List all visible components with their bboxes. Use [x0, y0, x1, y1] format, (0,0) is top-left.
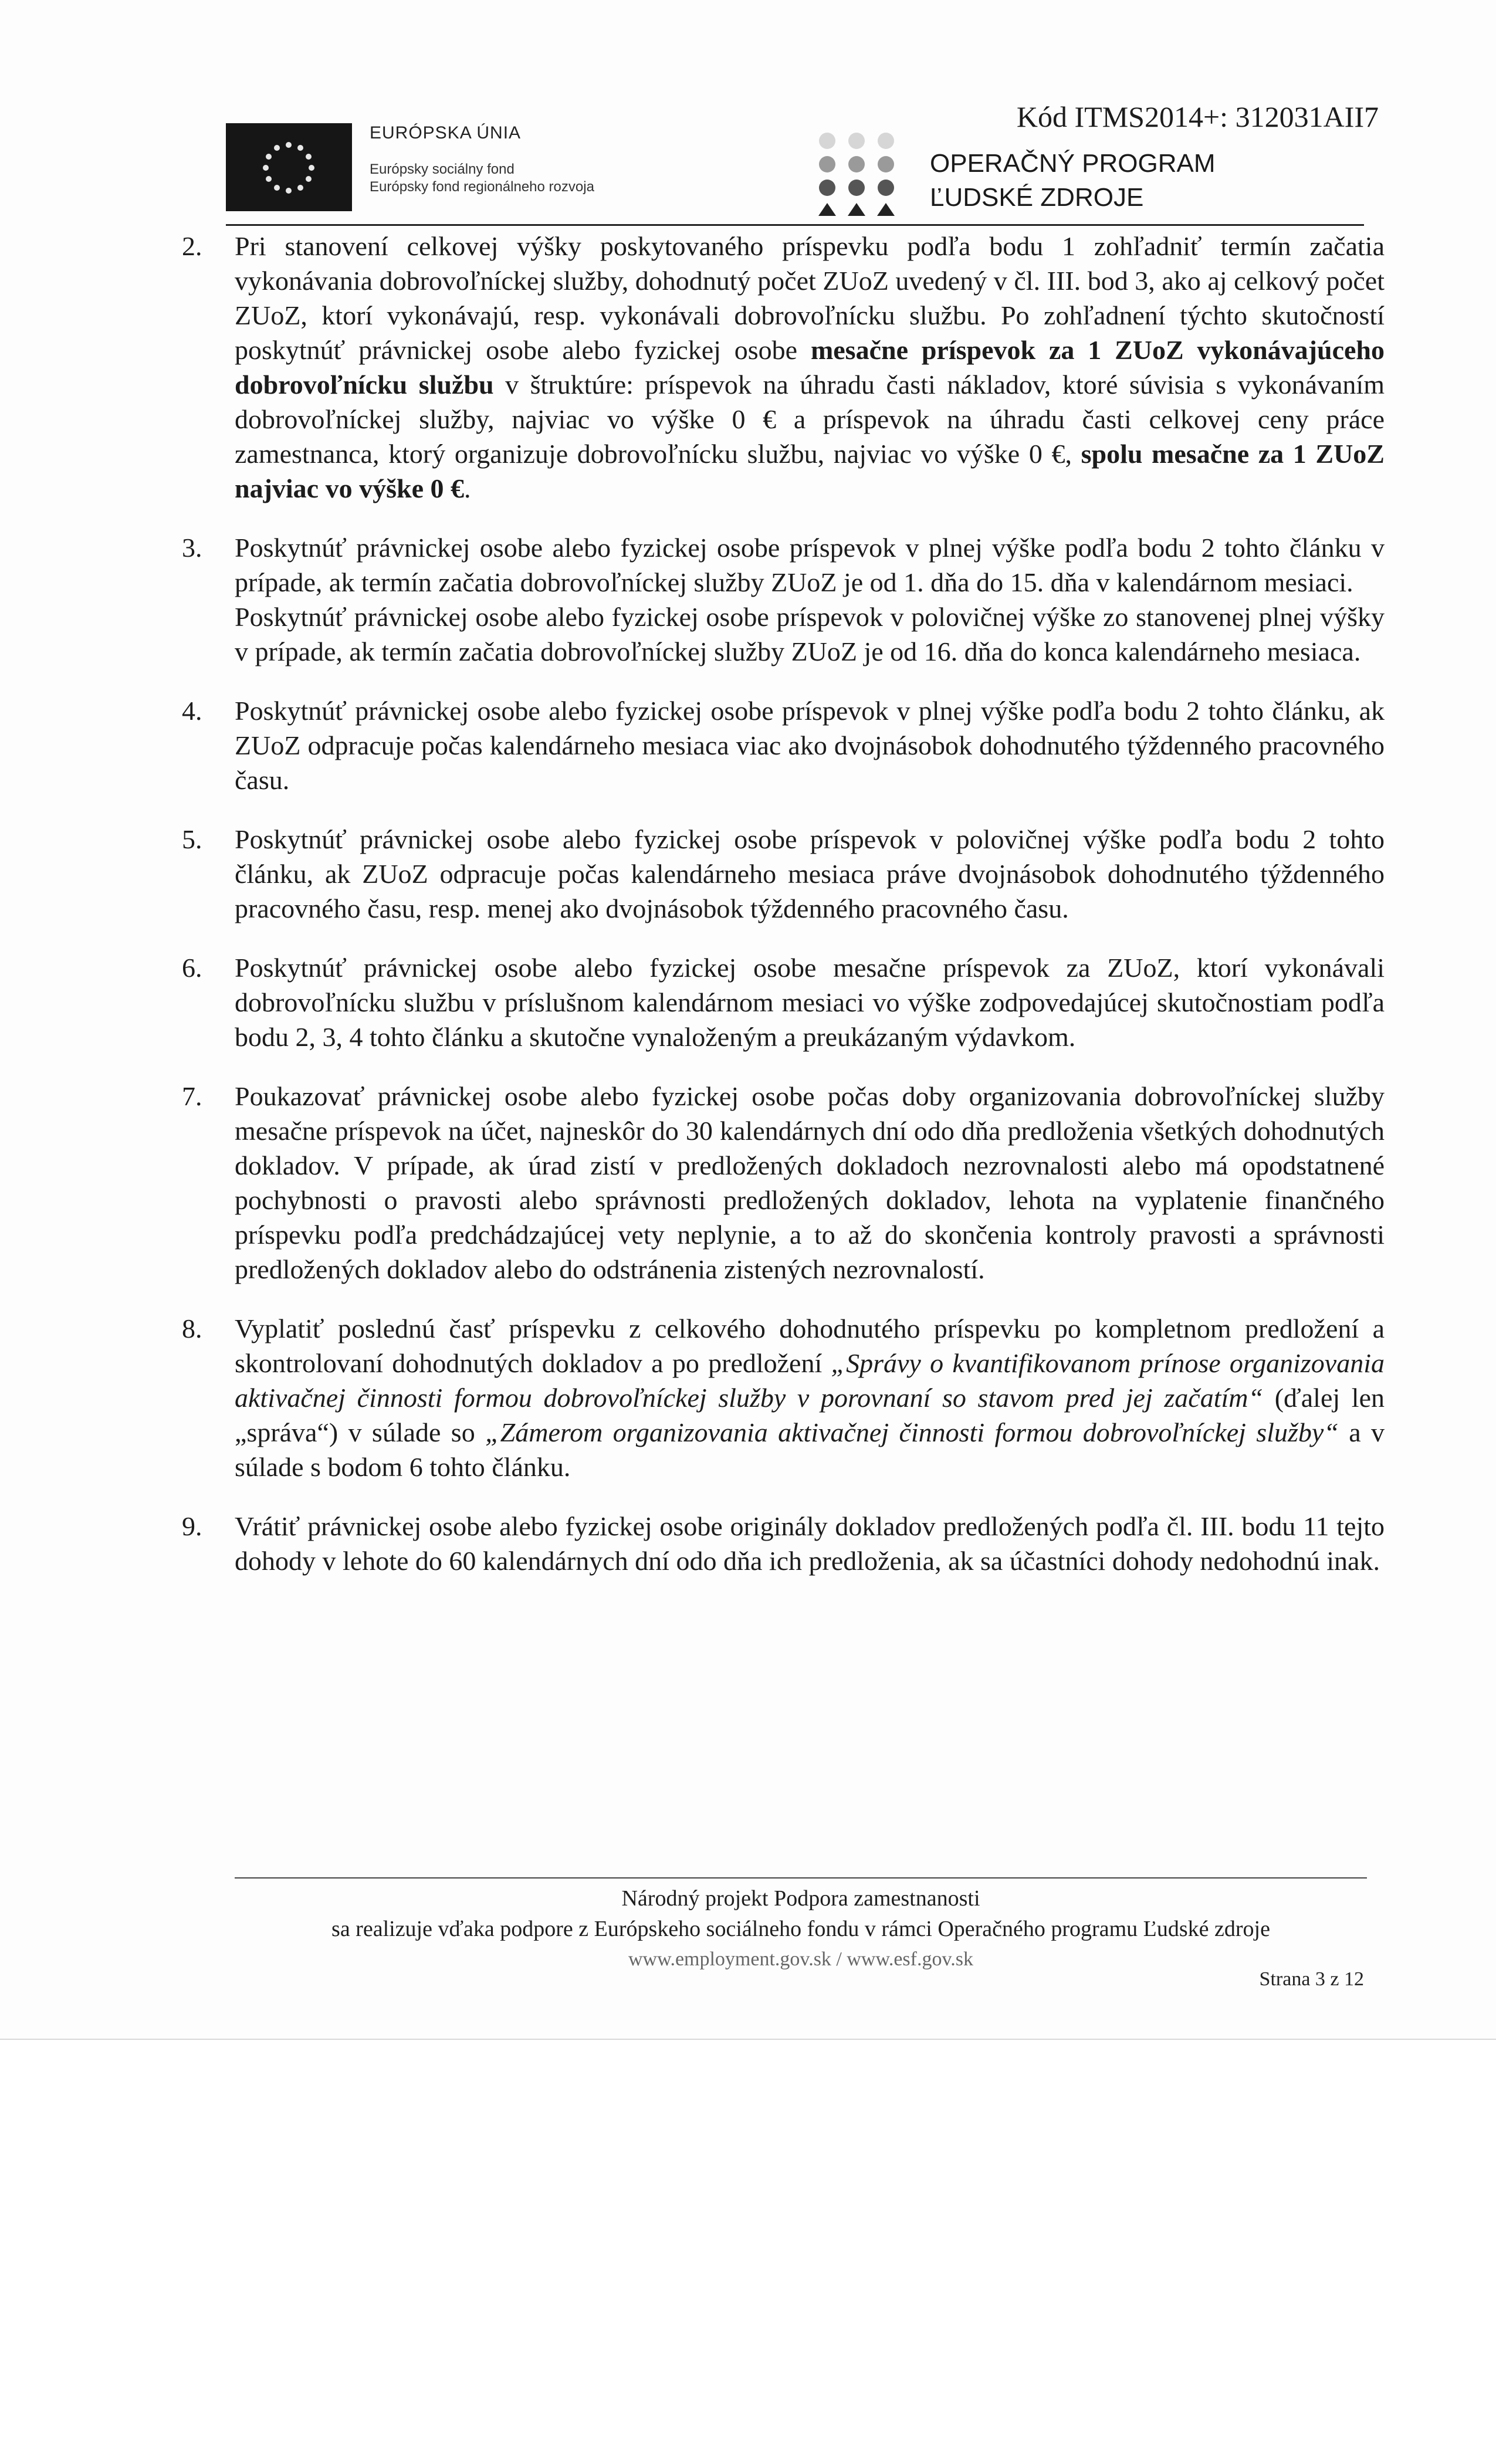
item-text: Poukazovať právnickej osobe alebo fyzickej osobe počas doby organizovania dobrovoľníckej služby mesačne príspevok na účet, najneskôr do 30 kalendárnych dní odo dňa predloženia všetkých dohodnutých dokladov. V prípade, ak úrad zistí v predložených dokladoch nezrovnalosti alebo má opodstatnené pochybnosti o pravosti alebo správnosti predložených dokladov, lehota na vyplatenie finančného príspevku podľa predchádzajúcej vety neplynie, a to až do skončenia kontroly pravosti a správnosti predložených dokladov alebo do odstránenia zistených nezrovnalostí.: [235, 1081, 1385, 1284]
item-text: Poskytnúť právnickej osobe alebo fyzickej osobe príspevok v polovičnej výške zo stanovenej plnej výšky v prípade, ak termín začatia dobrovoľníckej služby ZUoZ je od 16. dňa do konca kalendárneho mesiaca.: [235, 602, 1385, 666]
item-number: 5.: [182, 824, 202, 854]
footer-divider: [235, 1877, 1367, 1879]
item-text: Poskytnúť právnickej osobe alebo fyzickej osobe príspevok v plnej výške podľa bodu 2 tohto článku, ak ZUoZ odpracuje počas kalendárneho mesiaca viac ako dvojnásobok dohodnutého týždenného pracovného času.: [235, 696, 1385, 795]
item-text-segment: (ďalej len „správa“) v súlade so: [235, 1383, 1385, 1447]
list-item: [182, 950, 1385, 1054]
item-text: Poskytnúť právnickej osobe alebo fyzickej osobe mesačne príspevok za ZUoZ, ktorí vykonávali dobrovoľnícku službu v príslušnom kalendárnom mesiaci vo výške zodpovedajúcej skutočnostiam podľa bodu 2, 3, 4 tohto článku a skutočne vynaloženým a preukázaným výdavkom.: [235, 953, 1385, 1052]
item-italic-segment: „Zámerom organizovania aktivačnej činnosti formou dobrovoľníckej služby“: [485, 1417, 1339, 1447]
page-footer: [194, 1883, 1408, 1975]
list-item: [182, 530, 1385, 669]
item-text: Vrátiť právnickej osobe alebo fyzickej osobe originály dokladov predložených podľa čl. III. bodu 11 tejto dohody v lehote do 60 kalendárnych dní odo dňa ich predloženia, ak sa účastníci dohody nedohodnú inak.: [235, 1511, 1385, 1576]
footer-links: www.employment.gov.sk / www.esf.gov.sk: [628, 1948, 973, 1970]
item-text-segment: .: [464, 473, 471, 503]
item-text-segment: Vyplatiť poslednú časť príspevku z celkového dohodnutého príspevku po kompletnom predložení a skontrolovaní dohodnutých dokladov a po predložení: [235, 1314, 1385, 1378]
item-text: [235, 229, 1385, 506]
item-italic-segment: „Správy o kvantifikovanom prínose organizovania aktivačnej činnosti formou dobrovoľníckej služby v porovnaní so stavom pred jej začatím“: [235, 1348, 1385, 1413]
program-line-2: ĽUDSKÉ ZDROJE: [930, 183, 1144, 212]
eu-title: EURÓPSKA ÚNIA: [370, 123, 522, 143]
footer-funding: sa realizuje vďaka podpore z Európskeho sociálneho fondu v rámci Operačného programu Ľudské zdroje: [331, 1917, 1270, 1941]
list-item: [182, 822, 1385, 926]
item-number: 8.: [182, 1314, 202, 1343]
item-number: 3.: [182, 533, 202, 563]
program-line-1: OPERAČNÝ PROGRAM: [930, 149, 1216, 178]
item-text-segment: v štruktúre: príspevok na úhradu časti nákladov, ktoré súvisia s vykonávaním dobrovoľníckej služby, najviac vo výške 0 € a príspevok na úhradu časti celkovej ceny práce zamestnanca, ktorý organizuje dobrovoľnícku službu, najviac vo výške 0 €,: [235, 370, 1385, 469]
footer-project: Národný projekt Podpora zamestnanosti: [621, 1886, 980, 1911]
item-text-segment: a v súlade s bodom 6 tohto článku.: [235, 1417, 1385, 1482]
item-bold-segment: mesačne príspevok za 1 ZUoZ vykonávajúceho dobrovoľnícku službu: [235, 335, 1385, 400]
eu-fund-esf: Európsky sociálny fond: [370, 161, 515, 177]
header-divider: [226, 224, 1364, 226]
eu-flag-icon: [226, 123, 352, 211]
eu-text-block: [370, 123, 594, 196]
list-item: [182, 1509, 1385, 1578]
item-number: 2.: [182, 231, 202, 261]
item-number: 7.: [182, 1081, 202, 1111]
list-item: [182, 1079, 1385, 1287]
item-text: Poskytnúť právnickej osobe alebo fyzickej osobe príspevok v polovičnej výške podľa bodu 2 tohto článku, ak ZUoZ odpracuje počas kalendárneho mesiaca práve dvojnásobok dohodnutého týždenného pracovného času, resp. menej ako dvojnásobok týždenného pracovného času.: [235, 824, 1385, 923]
item-bold-segment: spolu mesačne za 1 ZUoZ najviac vo výške 0 €: [235, 439, 1385, 503]
page-header: [226, 88, 1379, 217]
item-number: 6.: [182, 953, 202, 983]
item-text-segment: Pri stanovení celkovej výšky poskytovaného príspevku podľa bodu 1 zohľadniť termín začatia vykonávania dobrovoľníckej služby, dohodnutý počet ZUoZ uvedený v čl. III. bod 3, ako aj celkový počet ZUoZ, ktorí vykonávajú, resp. vykonávali dobrovoľnícku službu. Po zohľadnení týchto skutočností poskytnúť právnickej osobe alebo fyzickej osobe: [235, 231, 1385, 365]
page-edge: [0, 2039, 1496, 2040]
list-item: [182, 229, 1385, 506]
item-text: [235, 1311, 1385, 1484]
list-item: [182, 693, 1385, 797]
document-body: [182, 229, 1385, 1603]
program-title: [930, 147, 1216, 215]
item-text: Poskytnúť právnickej osobe alebo fyzickej osobe príspevok v plnej výške podľa bodu 2 tohto článku v prípade, ak termín začatia dobrovoľníckej služby ZUoZ je od 1. dňa do 15. dňa v kalendárnom mesiaci.: [235, 533, 1385, 597]
eu-fund-erdf: Európsky fond regionálneho rozvoja: [370, 179, 594, 195]
list-item: [182, 1311, 1385, 1484]
page-number: Strana 3 z 12: [1259, 1968, 1364, 1990]
dots-pyramid-icon: [807, 129, 906, 217]
item-number: 4.: [182, 696, 202, 726]
item-number: 9.: [182, 1511, 202, 1541]
itms-code: Kód ITMS2014+: 312031AII7: [1016, 100, 1379, 133]
